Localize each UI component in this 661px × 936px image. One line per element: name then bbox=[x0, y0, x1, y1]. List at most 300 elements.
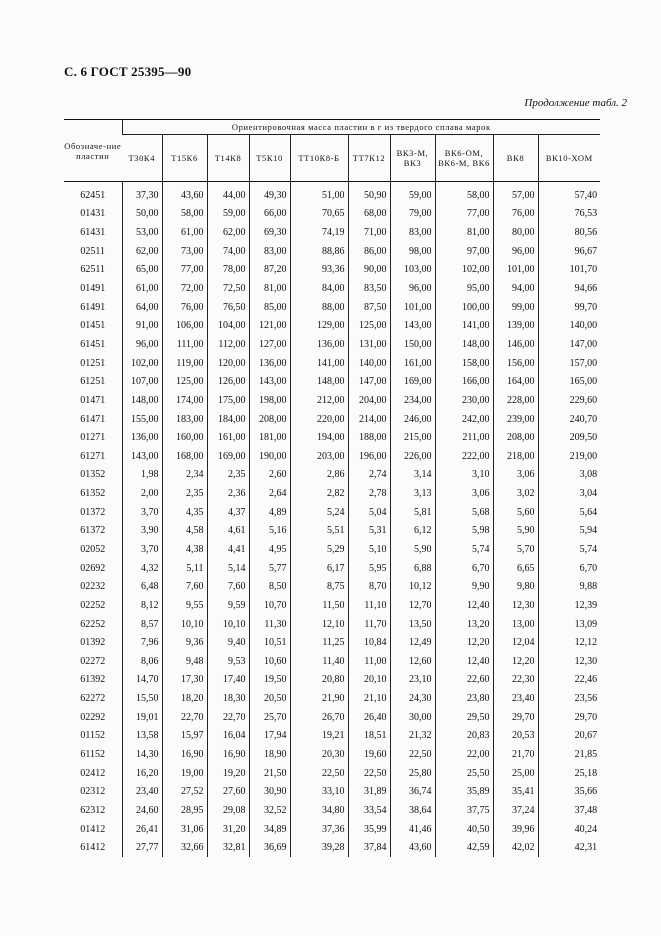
mass-value: 143,00 bbox=[122, 447, 162, 466]
mass-value: 31,20 bbox=[207, 820, 249, 839]
mass-value: 96,00 bbox=[122, 335, 162, 354]
mass-value: 9,88 bbox=[538, 577, 600, 596]
mass-value: 5,16 bbox=[249, 522, 290, 541]
mass-value: 20,80 bbox=[290, 671, 348, 690]
mass-value: 35,99 bbox=[348, 820, 390, 839]
mass-value: 5,74 bbox=[538, 540, 600, 559]
mass-value: 21,32 bbox=[390, 727, 435, 746]
mass-value: 88,00 bbox=[290, 298, 348, 317]
mass-value: 3,06 bbox=[493, 466, 538, 485]
mass-value: 208,00 bbox=[249, 410, 290, 429]
mass-value: 17,40 bbox=[207, 671, 249, 690]
mass-value: 99,70 bbox=[538, 298, 600, 317]
mass-value: 5,77 bbox=[249, 559, 290, 578]
mass-value: 208,00 bbox=[493, 428, 538, 447]
mass-value: 16,90 bbox=[207, 745, 249, 764]
mass-value: 12,20 bbox=[493, 652, 538, 671]
mass-value: 100,00 bbox=[435, 298, 493, 317]
mass-value: 94,00 bbox=[493, 279, 538, 298]
mass-value: 76,00 bbox=[162, 298, 207, 317]
mass-value: 72,50 bbox=[207, 279, 249, 298]
mass-value: 2,36 bbox=[207, 484, 249, 503]
table-row bbox=[64, 428, 600, 447]
mass-value: 16,04 bbox=[207, 727, 249, 746]
mass-value: 94,66 bbox=[538, 279, 600, 298]
table-row bbox=[64, 279, 600, 298]
mass-value: 97,00 bbox=[435, 242, 493, 261]
mass-value: 29,70 bbox=[493, 708, 538, 727]
mass-value: 107,00 bbox=[122, 372, 162, 391]
plate-designation: 61431 bbox=[80, 227, 106, 239]
table-row bbox=[64, 503, 600, 522]
mass-value: 76,53 bbox=[538, 205, 600, 224]
mass-value: 4,37 bbox=[207, 503, 249, 522]
mass-value: 143,00 bbox=[390, 316, 435, 335]
mass-value: 6,17 bbox=[290, 559, 348, 578]
mass-value: 57,00 bbox=[493, 182, 538, 205]
mass-value: 10,12 bbox=[390, 577, 435, 596]
mass-value: 30,00 bbox=[390, 708, 435, 727]
mass-value: 12,49 bbox=[390, 633, 435, 652]
mass-value: 81,00 bbox=[249, 279, 290, 298]
mass-value: 61,00 bbox=[162, 223, 207, 242]
mass-value: 77,00 bbox=[162, 261, 207, 280]
mass-value: 58,00 bbox=[435, 182, 493, 205]
mass-value: 24,30 bbox=[390, 689, 435, 708]
table-row bbox=[64, 298, 600, 317]
mass-value: 20,67 bbox=[538, 727, 600, 746]
mass-value: 19,60 bbox=[348, 745, 390, 764]
mass-value: 148,00 bbox=[122, 391, 162, 410]
table-row bbox=[64, 783, 600, 802]
mass-value: 79,00 bbox=[390, 205, 435, 224]
mass-value: 25,18 bbox=[538, 764, 600, 783]
mass-value: 21,85 bbox=[538, 745, 600, 764]
mass-value: 21,90 bbox=[290, 689, 348, 708]
mass-value: 13,00 bbox=[493, 615, 538, 634]
mass-value: 11,70 bbox=[348, 615, 390, 634]
mass-value: 2,74 bbox=[348, 466, 390, 485]
mass-value: 66,00 bbox=[249, 205, 290, 224]
plate-designation: 62312 bbox=[80, 804, 106, 816]
mass-value: 3,10 bbox=[435, 466, 493, 485]
column-header: ТТ10К8-Б bbox=[290, 135, 348, 182]
mass-value: 33,10 bbox=[290, 783, 348, 802]
table-row bbox=[64, 205, 600, 224]
mass-value: 74,00 bbox=[207, 242, 249, 261]
mass-value: 120,00 bbox=[207, 354, 249, 373]
table-row bbox=[64, 242, 600, 261]
mass-value: 64,00 bbox=[122, 298, 162, 317]
plate-designation: 61412 bbox=[80, 842, 106, 854]
mass-value: 13,20 bbox=[435, 615, 493, 634]
mass-value: 18,51 bbox=[348, 727, 390, 746]
mass-value: 34,89 bbox=[249, 820, 290, 839]
mass-value: 42,59 bbox=[435, 838, 493, 857]
mass-value: 18,90 bbox=[249, 745, 290, 764]
table-row bbox=[64, 522, 600, 541]
plate-designation: 61451 bbox=[80, 338, 106, 350]
mass-value: 184,00 bbox=[207, 410, 249, 429]
mass-value: 183,00 bbox=[162, 410, 207, 429]
mass-value: 8,12 bbox=[122, 596, 162, 615]
mass-value: 104,00 bbox=[207, 316, 249, 335]
plate-designation: 62451 bbox=[80, 189, 106, 201]
column-header: ВК10-ХОМ bbox=[538, 135, 600, 182]
mass-value: 136,00 bbox=[249, 354, 290, 373]
table-row bbox=[64, 820, 600, 839]
mass-value: 175,00 bbox=[207, 391, 249, 410]
mass-value: 11,40 bbox=[290, 652, 348, 671]
table-row bbox=[64, 540, 600, 559]
mass-value: 31,06 bbox=[162, 820, 207, 839]
mass-value: 76,50 bbox=[207, 298, 249, 317]
mass-value: 112,00 bbox=[207, 335, 249, 354]
mass-value: 23,56 bbox=[538, 689, 600, 708]
column-header: ВК6-ОМ, ВК6-М, ВК6 bbox=[435, 135, 493, 182]
mass-value: 9,53 bbox=[207, 652, 249, 671]
plate-designation: 01451 bbox=[80, 320, 106, 332]
mass-value: 11,00 bbox=[348, 652, 390, 671]
table-row bbox=[64, 689, 600, 708]
mass-value: 15,97 bbox=[162, 727, 207, 746]
mass-value: 27,52 bbox=[162, 783, 207, 802]
mass-value: 6,12 bbox=[390, 522, 435, 541]
table-row bbox=[64, 596, 600, 615]
plate-designation: 01152 bbox=[80, 730, 106, 742]
mass-value: 125,00 bbox=[348, 316, 390, 335]
mass-value: 37,75 bbox=[435, 801, 493, 820]
mass-value: 87,50 bbox=[348, 298, 390, 317]
mass-value: 10,10 bbox=[207, 615, 249, 634]
mass-value: 14,70 bbox=[122, 671, 162, 690]
mass-value: 49,30 bbox=[249, 182, 290, 205]
plate-designation: 02412 bbox=[80, 767, 106, 779]
table-continued-caption: Продолжение табл. 2 bbox=[524, 97, 627, 109]
mass-value: 20,53 bbox=[493, 727, 538, 746]
table-row bbox=[64, 745, 600, 764]
mass-value: 24,60 bbox=[122, 801, 162, 820]
mass-value: 20,83 bbox=[435, 727, 493, 746]
mass-value: 22,50 bbox=[348, 764, 390, 783]
mass-value: 51,00 bbox=[290, 182, 348, 205]
mass-value: 13,50 bbox=[390, 615, 435, 634]
mass-value: 102,00 bbox=[435, 261, 493, 280]
mass-value: 36,69 bbox=[249, 838, 290, 857]
table-row bbox=[64, 354, 600, 373]
table-row bbox=[64, 764, 600, 783]
mass-value: 11,50 bbox=[290, 596, 348, 615]
plate-designation: 01412 bbox=[80, 823, 106, 835]
mass-value: 5,60 bbox=[493, 503, 538, 522]
mass-value: 22,46 bbox=[538, 671, 600, 690]
mass-value: 32,52 bbox=[249, 801, 290, 820]
mass-value: 11,10 bbox=[348, 596, 390, 615]
mass-value: 8,75 bbox=[290, 577, 348, 596]
mass-value: 27,60 bbox=[207, 783, 249, 802]
mass-value: 7,96 bbox=[122, 633, 162, 652]
mass-value: 22,50 bbox=[290, 764, 348, 783]
mass-value: 10,60 bbox=[249, 652, 290, 671]
mass-value: 3,14 bbox=[390, 466, 435, 485]
table-row bbox=[64, 615, 600, 634]
plate-mass-table bbox=[64, 119, 600, 857]
mass-value: 12,30 bbox=[493, 596, 538, 615]
table-row bbox=[64, 391, 600, 410]
plate-designation: 01491 bbox=[80, 283, 106, 295]
mass-value: 12,60 bbox=[390, 652, 435, 671]
column-header: ВК8 bbox=[493, 135, 538, 182]
mass-value: 96,67 bbox=[538, 242, 600, 261]
mass-value: 228,00 bbox=[493, 391, 538, 410]
table-row bbox=[64, 335, 600, 354]
mass-value: 53,00 bbox=[122, 223, 162, 242]
plate-designation: 02272 bbox=[80, 655, 106, 667]
mass-value: 2,78 bbox=[348, 484, 390, 503]
mass-value: 3,90 bbox=[122, 522, 162, 541]
mass-value: 141,00 bbox=[290, 354, 348, 373]
mass-value: 150,00 bbox=[390, 335, 435, 354]
mass-value: 22,50 bbox=[390, 745, 435, 764]
plate-designation: 01352 bbox=[80, 469, 106, 481]
table-row bbox=[64, 261, 600, 280]
table-row bbox=[64, 801, 600, 820]
mass-value: 73,00 bbox=[162, 242, 207, 261]
mass-value: 9,59 bbox=[207, 596, 249, 615]
mass-value: 25,70 bbox=[249, 708, 290, 727]
mass-value: 25,80 bbox=[390, 764, 435, 783]
mass-value: 5,51 bbox=[290, 522, 348, 541]
mass-value: 50,00 bbox=[122, 205, 162, 224]
mass-value: 16,20 bbox=[122, 764, 162, 783]
mass-value: 5,81 bbox=[390, 503, 435, 522]
mass-value: 27,77 bbox=[122, 838, 162, 857]
mass-value: 157,00 bbox=[538, 354, 600, 373]
mass-value: 5,68 bbox=[435, 503, 493, 522]
mass-value: 5,70 bbox=[493, 540, 538, 559]
mass-value: 95,00 bbox=[435, 279, 493, 298]
mass-value: 2,34 bbox=[162, 466, 207, 485]
mass-value: 42,31 bbox=[538, 838, 600, 857]
mass-value: 214,00 bbox=[348, 410, 390, 429]
mass-value: 181,00 bbox=[249, 428, 290, 447]
mass-value: 3,02 bbox=[493, 484, 538, 503]
mass-value: 19,50 bbox=[249, 671, 290, 690]
table-row bbox=[64, 727, 600, 746]
mass-value: 4,89 bbox=[249, 503, 290, 522]
mass-value: 43,60 bbox=[390, 838, 435, 857]
column-header: Т30К4 bbox=[122, 135, 162, 182]
mass-value: 5,94 bbox=[538, 522, 600, 541]
mass-value: 37,36 bbox=[290, 820, 348, 839]
mass-value: 17,30 bbox=[162, 671, 207, 690]
mass-value: 174,00 bbox=[162, 391, 207, 410]
mass-value: 14,30 bbox=[122, 745, 162, 764]
mass-value: 148,00 bbox=[435, 335, 493, 354]
mass-value: 29,50 bbox=[435, 708, 493, 727]
mass-value: 160,00 bbox=[162, 428, 207, 447]
mass-value: 23,80 bbox=[435, 689, 493, 708]
mass-value: 98,00 bbox=[390, 242, 435, 261]
mass-value: 12,40 bbox=[435, 652, 493, 671]
mass-value: 10,51 bbox=[249, 633, 290, 652]
column-header: Т5К10 bbox=[249, 135, 290, 182]
mass-value: 2,00 bbox=[122, 484, 162, 503]
mass-value: 26,41 bbox=[122, 820, 162, 839]
mass-value: 62,00 bbox=[207, 223, 249, 242]
mass-value: 78,00 bbox=[207, 261, 249, 280]
mass-value: 22,70 bbox=[207, 708, 249, 727]
mass-value: 136,00 bbox=[122, 428, 162, 447]
table-row bbox=[64, 372, 600, 391]
mass-value: 84,00 bbox=[290, 279, 348, 298]
mass-value: 22,60 bbox=[435, 671, 493, 690]
mass-value: 38,64 bbox=[390, 801, 435, 820]
mass-value: 4,35 bbox=[162, 503, 207, 522]
mass-value: 190,00 bbox=[249, 447, 290, 466]
mass-value: 12,20 bbox=[435, 633, 493, 652]
table-row bbox=[64, 652, 600, 671]
mass-value: 21,50 bbox=[249, 764, 290, 783]
mass-value: 3,06 bbox=[435, 484, 493, 503]
plate-designation: 02511 bbox=[80, 245, 106, 257]
mass-value: 13,58 bbox=[122, 727, 162, 746]
mass-value: 8,50 bbox=[249, 577, 290, 596]
mass-value: 2,64 bbox=[249, 484, 290, 503]
mass-value: 22,30 bbox=[493, 671, 538, 690]
designation-header: Обозначе-ние пластин bbox=[64, 120, 122, 182]
mass-value: 198,00 bbox=[249, 391, 290, 410]
mass-value: 5,95 bbox=[348, 559, 390, 578]
mass-value: 19,01 bbox=[122, 708, 162, 727]
mass-value: 169,00 bbox=[207, 447, 249, 466]
mass-value: 239,00 bbox=[493, 410, 538, 429]
mass-value: 121,00 bbox=[249, 316, 290, 335]
mass-value: 9,80 bbox=[493, 577, 538, 596]
mass-value: 69,30 bbox=[249, 223, 290, 242]
mass-value: 2,35 bbox=[207, 466, 249, 485]
mass-value: 30,90 bbox=[249, 783, 290, 802]
plate-designation: 02232 bbox=[80, 581, 106, 593]
table-row bbox=[64, 182, 600, 205]
mass-value: 4,32 bbox=[122, 559, 162, 578]
plate-designation: 01471 bbox=[80, 394, 106, 406]
column-header: Т14К8 bbox=[207, 135, 249, 182]
mass-value: 25,50 bbox=[435, 764, 493, 783]
mass-value: 58,00 bbox=[162, 205, 207, 224]
mass-value: 140,00 bbox=[348, 354, 390, 373]
mass-value: 4,58 bbox=[162, 522, 207, 541]
mass-value: 44,00 bbox=[207, 182, 249, 205]
mass-value: 5,29 bbox=[290, 540, 348, 559]
mass-value: 11,25 bbox=[290, 633, 348, 652]
mass-value: 10,84 bbox=[348, 633, 390, 652]
mass-value: 3,13 bbox=[390, 484, 435, 503]
mass-value: 6,65 bbox=[493, 559, 538, 578]
mass-value: 6,48 bbox=[122, 577, 162, 596]
plate-designation: 61352 bbox=[80, 488, 106, 500]
mass-value: 20,50 bbox=[249, 689, 290, 708]
mass-value: 23,10 bbox=[390, 671, 435, 690]
mass-value: 11,30 bbox=[249, 615, 290, 634]
mass-value: 240,70 bbox=[538, 410, 600, 429]
table-row bbox=[64, 838, 600, 857]
mass-value: 7,60 bbox=[162, 577, 207, 596]
mass-value: 36,74 bbox=[390, 783, 435, 802]
plate-designation: 62272 bbox=[80, 693, 106, 705]
mass-value: 119,00 bbox=[162, 354, 207, 373]
mass-value: 3,08 bbox=[538, 466, 600, 485]
mass-value: 204,00 bbox=[348, 391, 390, 410]
mass-value: 81,00 bbox=[435, 223, 493, 242]
mass-value: 2,60 bbox=[249, 466, 290, 485]
mass-value: 147,00 bbox=[348, 372, 390, 391]
mass-value: 65,00 bbox=[122, 261, 162, 280]
mass-value: 246,00 bbox=[390, 410, 435, 429]
mass-value: 7,60 bbox=[207, 577, 249, 596]
mass-value: 220,00 bbox=[290, 410, 348, 429]
mass-value: 39,96 bbox=[493, 820, 538, 839]
mass-value: 203,00 bbox=[290, 447, 348, 466]
mass-value: 164,00 bbox=[493, 372, 538, 391]
mass-value: 29,08 bbox=[207, 801, 249, 820]
mass-value: 21,10 bbox=[348, 689, 390, 708]
plate-designation: 62252 bbox=[80, 618, 106, 630]
mass-value: 136,00 bbox=[290, 335, 348, 354]
mass-value: 15,50 bbox=[122, 689, 162, 708]
mass-value: 230,00 bbox=[435, 391, 493, 410]
mass-value: 39,28 bbox=[290, 838, 348, 857]
mass-value: 37,24 bbox=[493, 801, 538, 820]
mass-value: 22,00 bbox=[435, 745, 493, 764]
mass-value: 111,00 bbox=[162, 335, 207, 354]
mass-value: 80,56 bbox=[538, 223, 600, 242]
mass-value: 26,40 bbox=[348, 708, 390, 727]
mass-value: 5,90 bbox=[493, 522, 538, 541]
mass-value: 76,00 bbox=[493, 205, 538, 224]
plate-designation: 61251 bbox=[80, 376, 106, 388]
table-row bbox=[64, 466, 600, 485]
column-header: Т15К6 bbox=[162, 135, 207, 182]
mass-value: 37,48 bbox=[538, 801, 600, 820]
mass-value: 106,00 bbox=[162, 316, 207, 335]
mass-value: 5,10 bbox=[348, 540, 390, 559]
plate-designation: 02052 bbox=[80, 543, 106, 555]
plate-designation: 62511 bbox=[80, 264, 106, 276]
mass-value: 61,00 bbox=[122, 279, 162, 298]
plate-designation: 02692 bbox=[80, 562, 106, 574]
mass-value: 158,00 bbox=[435, 354, 493, 373]
table-row bbox=[64, 577, 600, 596]
mass-value: 12,30 bbox=[538, 652, 600, 671]
mass-value: 62,00 bbox=[122, 242, 162, 261]
plate-designation: 61152 bbox=[80, 749, 106, 761]
plate-designation: 61271 bbox=[80, 450, 106, 462]
mass-value: 35,89 bbox=[435, 783, 493, 802]
table-row bbox=[64, 708, 600, 727]
mass-value: 71,00 bbox=[348, 223, 390, 242]
mass-value: 196,00 bbox=[348, 447, 390, 466]
mass-value: 18,30 bbox=[207, 689, 249, 708]
mass-value: 126,00 bbox=[207, 372, 249, 391]
mass-value: 5,74 bbox=[435, 540, 493, 559]
mass-value: 19,20 bbox=[207, 764, 249, 783]
mass-value: 12,39 bbox=[538, 596, 600, 615]
mass-value: 77,00 bbox=[435, 205, 493, 224]
table-row bbox=[64, 223, 600, 242]
plate-designation: 01392 bbox=[80, 637, 106, 649]
column-header: ТТ7К12 bbox=[348, 135, 390, 182]
